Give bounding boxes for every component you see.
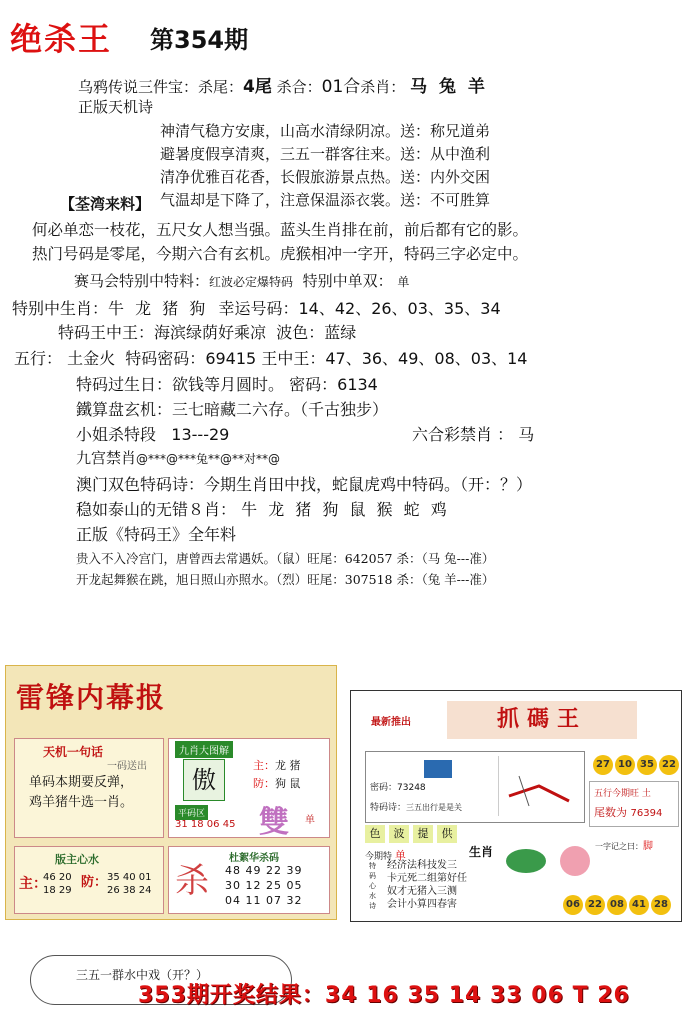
source-label: 【荃湾来料】 — [60, 195, 151, 213]
poem — [160, 120, 490, 212]
tiesuan-line: 鐵算盘玄机：三七暗藏二六存。（千古独步） — [76, 400, 389, 419]
leifeng-title: 雷锋内幕报 — [16, 681, 167, 714]
dragon-image — [501, 841, 551, 881]
yiji-line: 一字记之曰：脚 — [595, 841, 653, 852]
fortune-line: 贵入不入冷宫门，唐曾西去常遇妖。（鼠）旺尾：642057 杀：（马 兔---准） — [76, 551, 495, 566]
wencuo-line: 稳如泰山的无错８肖： 牛 龙 猪 狗 鼠 猴 蛇 鸡 — [76, 500, 450, 519]
yiju-box — [14, 738, 164, 838]
tujie-title: 九肖大图解 — [175, 741, 233, 758]
top-ball: 10 — [615, 755, 635, 775]
logo-icon — [424, 760, 452, 778]
poem-line: 气温却是下降了，注意保温添衣裳。送：不可胜算 — [160, 191, 491, 209]
poem-line: 清净优雅百花香，长假旅游景点热。送：内外交困 — [160, 168, 491, 186]
wuxing-line: 五行： 土金火 特码密码：69415 王中王：47、36、49、08、03、14 — [14, 349, 528, 368]
tab-se: 色 — [365, 825, 385, 843]
zhongsheng-line: 特别中生肖：牛 龙 猪 狗 幸运号码：14、42、26、03、35、34 — [12, 299, 501, 318]
verse-line: 何必单恋一枝花，五尺女人想当强。蓝头生肖排在前，前后都有它的影。 — [32, 221, 529, 239]
bottom-ball: 22 — [585, 895, 605, 915]
tm-label: 特码心水诗 — [369, 862, 376, 910]
zhuama-poem: 经济法科技发三 卡元死二组第好任 奴才无猪入三测 会计小算四春害 — [387, 860, 467, 910]
quannian-label: 正版《特码王》全年料 — [76, 525, 237, 544]
zhu2-label: 主： — [19, 876, 47, 892]
shuang-char: 雙 — [259, 805, 289, 840]
bottom-ball: 06 — [563, 895, 583, 915]
fortune-line: 开龙起舞猴在跳，旭日照山亦照水。（烈）旺尾：307518 杀：（兔 羊---准） — [76, 572, 495, 587]
aomen-line: 澳门双色特码诗：今期生肖田中找，蛇鼠虎鸡中特码。（开：？） — [76, 475, 533, 494]
pingqu-nums: 31 18 06 45 — [175, 819, 236, 830]
saima-line: 赛马会特别中特料：红波必定爆特码 特别中单双： 单 — [74, 272, 410, 290]
issue-number: 第354期 — [150, 26, 249, 54]
wuxing-box: 五行今期旺 土 尾数为 76394 — [589, 781, 679, 827]
tujie-char: 傲 — [183, 759, 225, 801]
bottom-ball: 08 — [607, 895, 627, 915]
yiju-title: 天机一句话 — [43, 745, 104, 759]
poem-line: 神清气稳方安康，山高水清绿阴凉。送：称兄道弟 — [160, 122, 491, 140]
fortune — [76, 548, 494, 590]
zhengban-label: 正版天机诗 — [78, 98, 154, 116]
tmshi-line: 特码诗：三五出行是是关 — [370, 803, 463, 813]
poem-line: 避暑度假享清爽，三五一群客往来。送：从中渔利 — [160, 145, 491, 163]
duijia-nums: 48 49 22 39 30 12 25 05 04 11 07 32 — [225, 864, 303, 907]
verse-line: 热门号码是零尾，今期六合有玄机。虎猴相冲一字开，特码三字必定中。 — [32, 245, 529, 263]
shengxiao-label: 生肖 — [469, 845, 494, 859]
verse — [32, 218, 528, 266]
tab-ti: 提 — [413, 825, 433, 843]
leifeng-panel — [5, 665, 337, 920]
tab-gong: 供 — [437, 825, 457, 843]
zhu-line: 主：龙 猪 — [253, 759, 301, 772]
top-ball: 22 — [659, 755, 679, 775]
tmw-line: 特码王中王：海滨绿荫好乘凉 波色：蓝绿 — [58, 323, 357, 342]
bottom-ball: 28 — [651, 895, 671, 915]
guosheng-line: 特码过生日：欲钱等月圆时。 密码：6134 — [76, 375, 378, 394]
sha-char: 杀 — [175, 861, 209, 901]
yiju-text: 单码本期要反弹， 鸡羊猪牛选一肖。 — [29, 775, 134, 810]
top-ball: 35 — [637, 755, 657, 775]
sanjianbao-line: 乌鸦传说三件宝：杀尾：4尾 杀合：01合杀肖： 马 兔 羊 — [78, 77, 488, 97]
bottom-ball: 41 — [629, 895, 649, 915]
jiugong-line: 九宫禁肖@***@***兔**@**对**@ — [76, 449, 281, 467]
zhuama-title: 抓碼王 — [447, 701, 637, 739]
banzhi-title: 版主心水 — [55, 853, 99, 866]
duijia-box — [168, 846, 330, 914]
xiaojie-line: 小姐杀特段 13---29 — [76, 425, 230, 444]
banzhi-zhu-nums: 46 20 18 29 — [43, 872, 72, 896]
sketch-image — [498, 756, 579, 816]
fang-line: 防：狗 鼠 — [253, 777, 301, 790]
dan-char: 单 — [305, 815, 315, 826]
jinxiao-line: 六合彩禁肖 ： 马 — [412, 425, 535, 444]
pingqu-label: 平码区 — [175, 805, 208, 820]
yiju-sub: 一码送出 — [107, 761, 147, 772]
fang2-label: 防： — [81, 875, 108, 890]
banzhi-fang-nums: 35 40 01 26 38 24 — [107, 872, 152, 896]
draw-result: 353期开奖结果：34 16 35 14 33 06 T 26 — [138, 983, 630, 1008]
mima-line: 密码：73248 — [370, 783, 426, 793]
pig-image — [555, 841, 595, 881]
tujie-box — [168, 738, 330, 838]
top-ball: 27 — [593, 755, 613, 775]
banzhi-box — [14, 846, 164, 914]
page-title: 绝杀王 — [10, 20, 113, 58]
duijia-title: 杜絮华杀码 — [229, 853, 279, 864]
tab-bo: 波 — [389, 825, 409, 843]
zhuama-panel — [350, 690, 682, 922]
jinqi-line: 今期特 单 — [365, 849, 406, 862]
mima-box — [365, 751, 585, 823]
zhuama-tag: 最新推出 — [371, 717, 411, 728]
cloud-text: 三五一群水中戏（开？） — [76, 968, 209, 982]
